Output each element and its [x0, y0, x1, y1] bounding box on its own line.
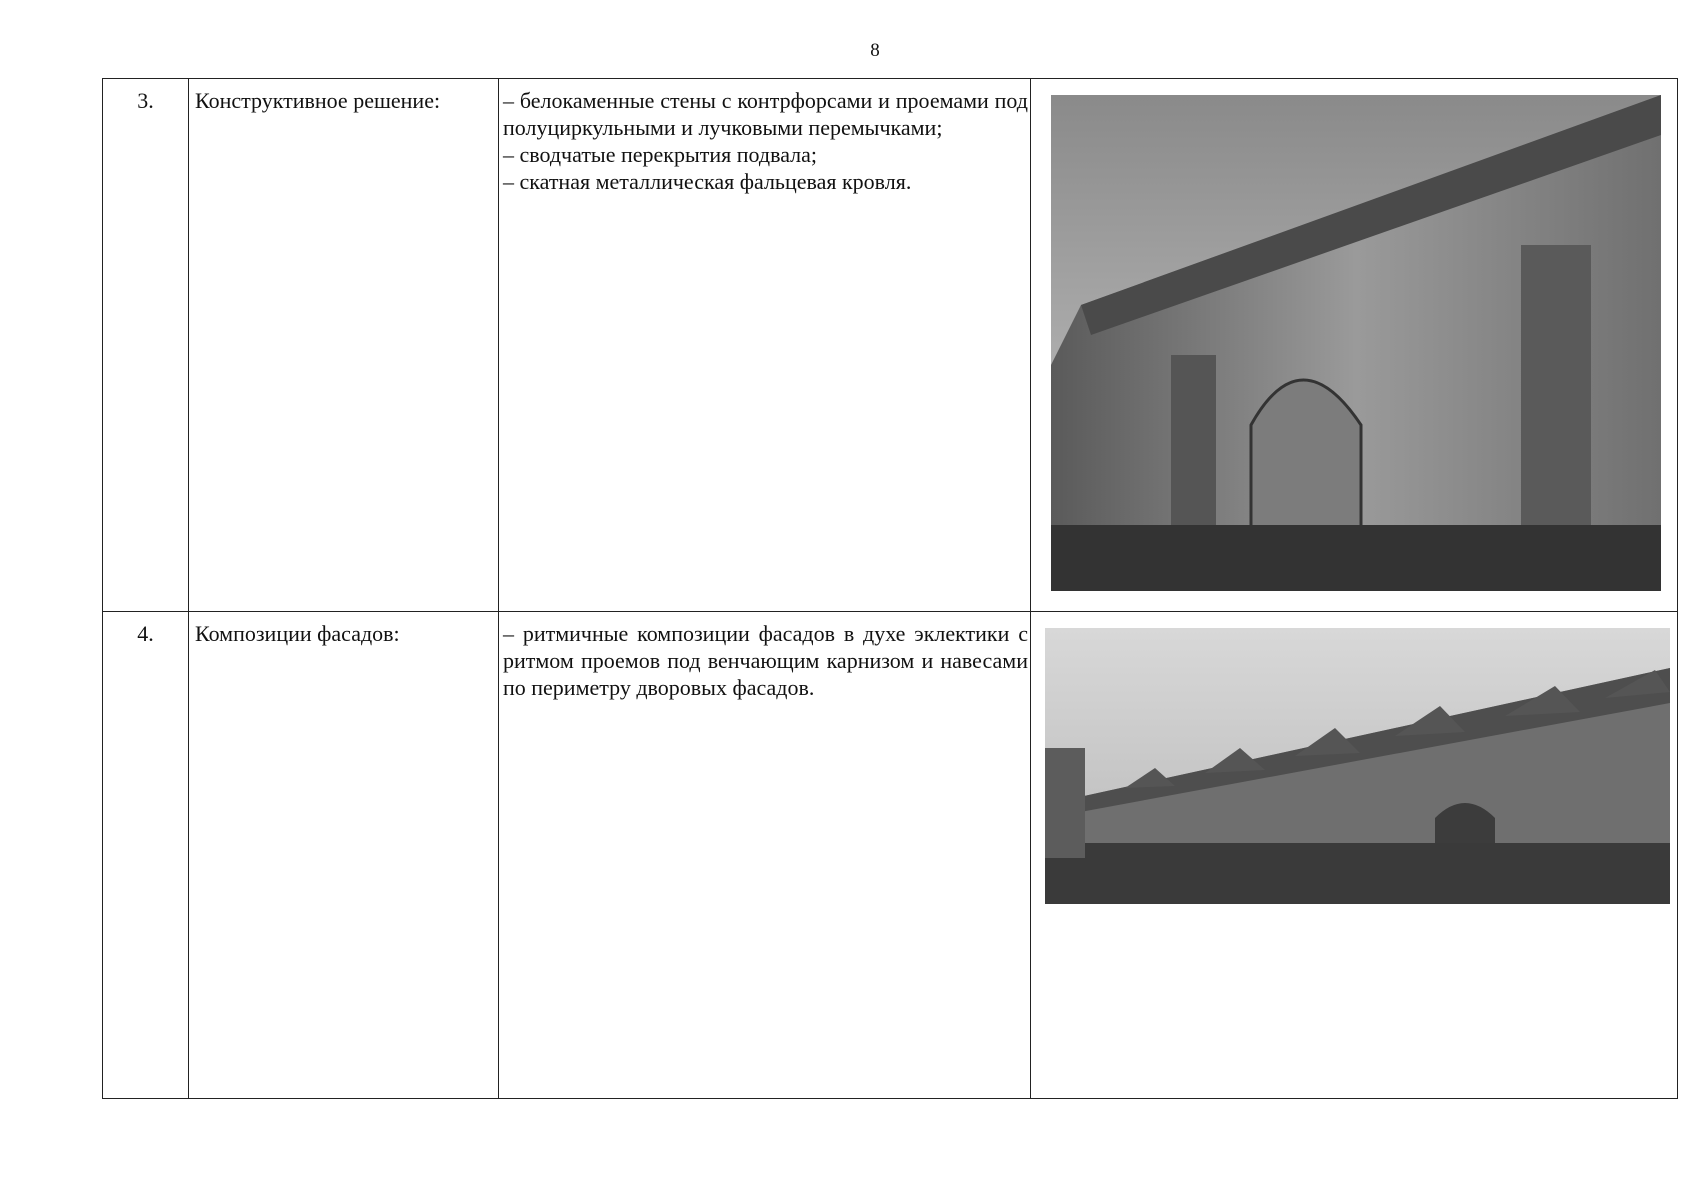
row-photo-cell	[1031, 79, 1678, 612]
attributes-table	[102, 78, 1678, 1099]
description-item: – скатная металлическая фальцевая кровля.	[503, 169, 912, 194]
row-label: Конструктивное решение:	[189, 79, 499, 612]
description-item: – белокаменные стены с контрфорсами и проемами под полуциркульными и лучковыми перемычками;	[503, 88, 1028, 140]
row-number: 4.	[103, 612, 189, 1099]
facade-perimeter-image	[1045, 628, 1670, 904]
description-item: – сводчатые перекрытия подвала;	[503, 142, 818, 167]
row-description	[499, 79, 1031, 612]
row-number: 3.	[103, 79, 189, 612]
facade-perimeter-photo	[1045, 628, 1670, 904]
row-label: Композиции фасадов:	[189, 612, 499, 1099]
description-item: – ритмичные композиции фасадов в духе эклектики с ритмом проемов под венчающим карнизом и навесами по периметру дворовых фасадов.	[503, 621, 1028, 700]
table-row	[103, 79, 1678, 612]
row-description	[499, 612, 1031, 1099]
building-wall-photo	[1051, 95, 1661, 591]
row-photo-cell	[1031, 612, 1678, 1099]
page-number: 8	[870, 40, 880, 61]
table-row	[103, 612, 1678, 1099]
building-wall-image	[1051, 95, 1661, 591]
